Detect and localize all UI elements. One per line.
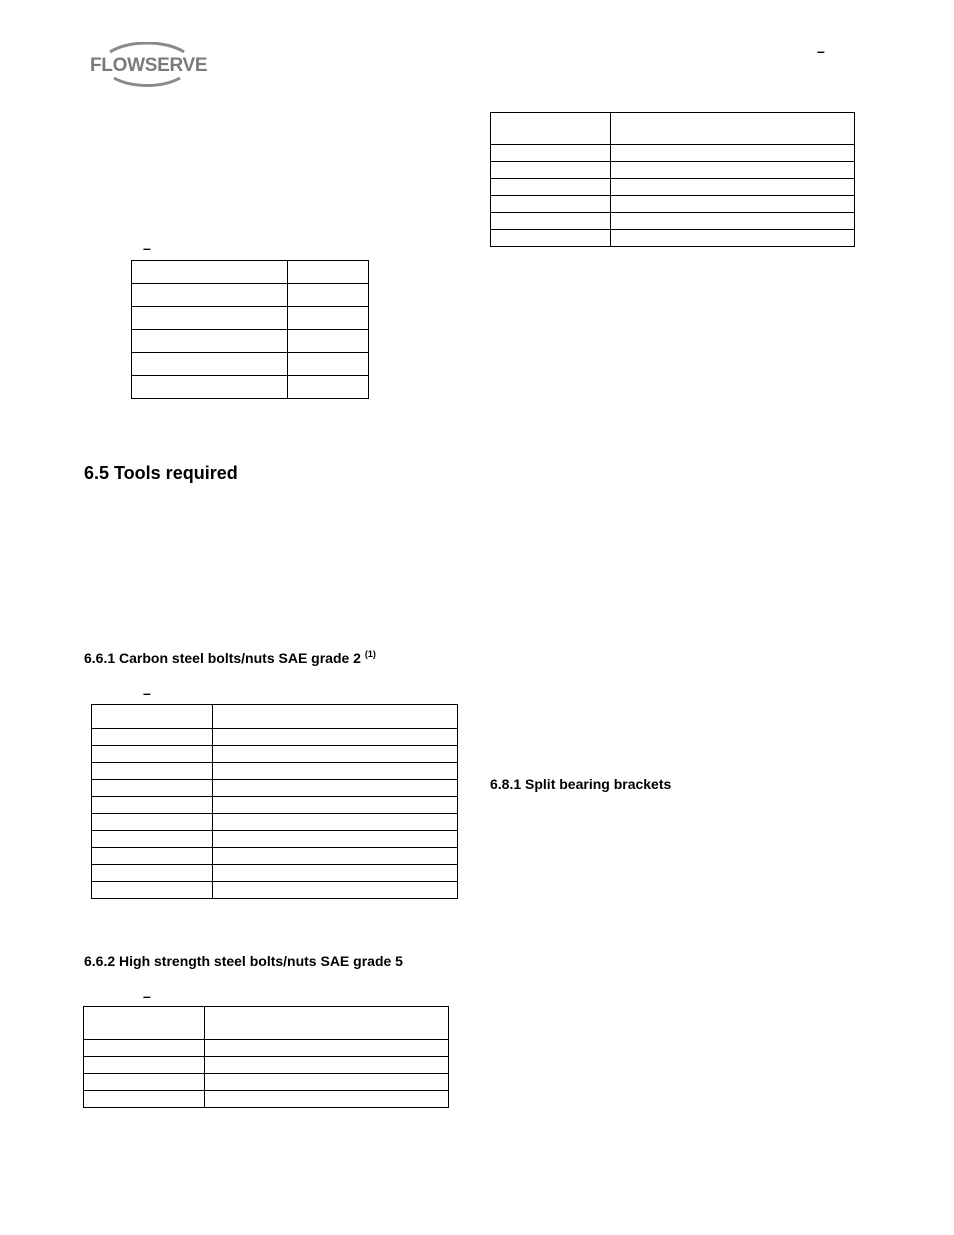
table-header-row [84,1007,449,1040]
table-row [84,1074,449,1091]
table-header-row [92,705,458,729]
table-row [132,376,369,399]
table-c-caption-dash: – [143,988,151,1004]
table-a-caption-dash: – [143,240,151,256]
footnote-ref: (1) [364,649,376,659]
table-row [132,307,369,330]
table-row [92,746,458,763]
section-heading-split-bearing-brackets: 6.8.1 Split bearing brackets [490,776,672,792]
table-row [132,330,369,353]
table-carbon-steel-torque [91,704,458,899]
table-high-strength-torque [83,1006,449,1108]
table-b-caption-dash: – [143,685,151,701]
table-row [491,213,855,230]
table-row [92,814,458,831]
flowserve-logo [88,42,206,88]
table-row [92,797,458,814]
table-row [92,763,458,780]
table-row [491,230,855,247]
table-row [92,780,458,797]
table-row [92,848,458,865]
section-heading-carbon-steel-bolts [84,650,376,666]
header-dash: – [817,43,825,59]
table-header-row [491,113,855,145]
table-row [132,353,369,376]
table-row [92,882,458,899]
section-heading-high-strength-bolts: 6.6.2 High strength steel bolts/nuts SAE grade 5 [84,953,403,969]
table-row [84,1040,449,1057]
torque-table-right [490,112,855,247]
table-row [92,831,458,848]
table-row [491,179,855,196]
table-a [131,260,369,399]
table-row [491,162,855,179]
table-row [132,261,369,284]
table-row [491,196,855,213]
table-row [84,1057,449,1074]
logo-wordmark: FLOWSERVE [90,55,208,76]
table-row [84,1091,449,1108]
section-heading-tools-required: 6.5 Tools required [84,463,238,483]
table-row [491,145,855,162]
table-row [92,729,458,746]
table-row [132,284,369,307]
table-row [92,865,458,882]
heading-text: 6.6.1 Carbon steel bolts/nuts SAE grade 2 [84,650,361,666]
